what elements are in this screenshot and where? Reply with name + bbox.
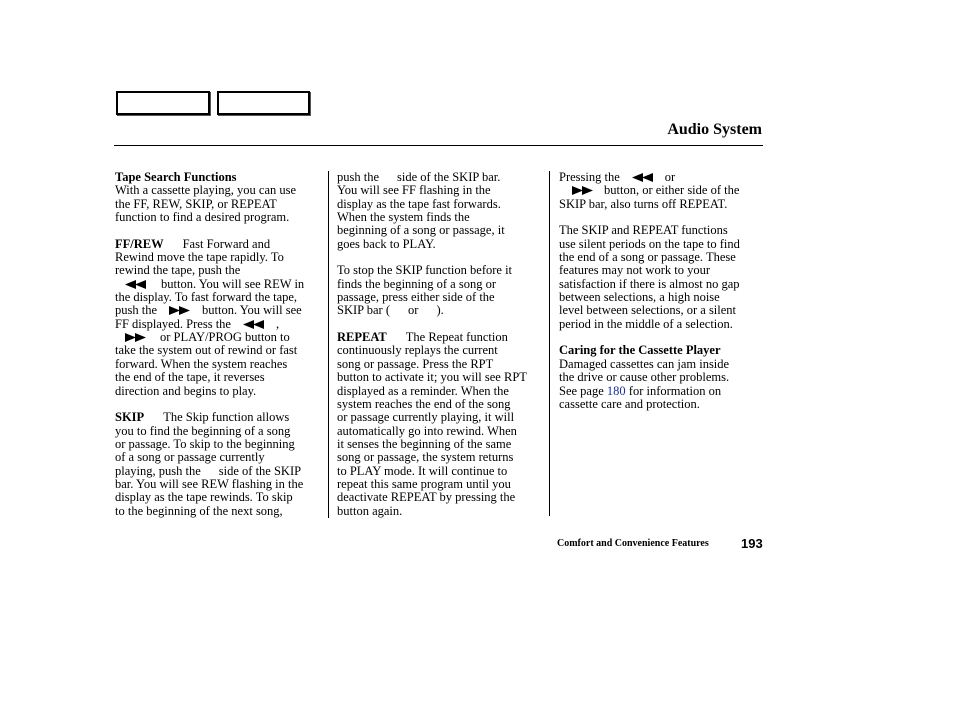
text-line: display as the tape fast forwards. (337, 196, 501, 211)
title-rule (114, 145, 763, 146)
text-line: function to find a desired program. (115, 210, 290, 225)
footer-section-title: Comfort and Convenience Features (557, 538, 709, 549)
text-line: FF/REW Fast Forward and (115, 236, 271, 251)
text-line: FF displayed. Press the , (115, 316, 280, 331)
text-line: display as the tape rewinds. To skip (115, 490, 293, 505)
text-line: or passage. To skip to the beginning (115, 436, 295, 451)
text-line: period in the middle of a selection. (559, 316, 733, 331)
text-line: take the system out of rewind or fast (115, 343, 298, 358)
text-line: song or passage. Press the RPT (337, 356, 494, 371)
text-line: forward. When the system reaches (115, 356, 288, 371)
ffrew-label: FF/REW (115, 236, 164, 251)
text-line: You will see FF flashing in the (337, 183, 491, 198)
text-line: direction and begins to play. (115, 383, 257, 398)
text-line: song or passage, the system returns (337, 450, 514, 465)
text-line: the end of the tape, it reverses (115, 370, 265, 385)
text-line: button again. (337, 503, 403, 518)
text-line: features may not work to your (559, 263, 711, 278)
fast-forward-icon (169, 306, 191, 315)
text-line: With a cassette playing, you can use (115, 183, 297, 198)
text-line: When the system finds the (337, 210, 470, 225)
column-3 (559, 171, 763, 411)
text-line: cassette care and protection. (559, 396, 700, 411)
text-line: system reaches the end of the song (337, 396, 511, 411)
text-line: push the button. You will see (115, 303, 302, 318)
page-number: 193 (741, 536, 763, 551)
tape-search-heading: Tape Search Functions (115, 170, 237, 184)
text-line: satisfaction if there is almost no gap (559, 276, 740, 291)
text-line: playing, push the side of the SKIP (115, 463, 302, 478)
text-line: passage, press either side of the (337, 290, 495, 305)
text-line: between selections, a high noise (559, 290, 720, 305)
page-title: Audio System (667, 121, 762, 138)
text-line: the display. To fast forward the tape, (115, 290, 298, 305)
text-line: you to find the beginning of a song (115, 423, 291, 438)
text-line: the end of a song or passage. These (559, 250, 736, 265)
text-line: finds the beginning of a song or (337, 276, 497, 291)
text-line: REPEAT The Repeat function (337, 330, 508, 345)
fast-forward-icon (125, 333, 147, 342)
column-divider-1 (328, 171, 329, 518)
text-line: The SKIP and REPEAT functions (559, 223, 728, 238)
text-line: it senses the beginning of the same (337, 436, 512, 451)
text-line: displayed as a reminder. When the (337, 383, 509, 398)
repeat-label: REPEAT (337, 330, 387, 345)
text-line: Pressing the or (559, 170, 676, 184)
text-line: continuously replays the current (337, 343, 498, 358)
column-2 (337, 171, 542, 518)
text-line: to the beginning of the next song, (115, 503, 283, 518)
text-line: SKIP bar ( or ). (337, 303, 444, 318)
text-line: button, or either side of the (559, 184, 763, 197)
text-line: To stop the SKIP function before it (337, 263, 513, 278)
text-line: or PLAY/PROG button to (115, 331, 323, 344)
text-line: beginning of a song or passage, it (337, 223, 505, 238)
fast-forward-icon (572, 186, 594, 195)
text-line: level between selections, or a silent (559, 303, 737, 318)
text-line: automatically go into rewind. When (337, 423, 517, 438)
text-line: deactivate REPEAT by pressing the (337, 490, 516, 505)
text-line: repeat this same program until you (337, 476, 511, 491)
caring-heading: Caring for the Cassette Player (559, 343, 721, 358)
text-line: Rewind move the tape rapidly. To (115, 250, 284, 265)
text-line: bar. You will see REW flashing in the (115, 476, 304, 491)
text-line: to PLAY mode. It will continue to (337, 463, 508, 478)
rewind-icon (125, 280, 147, 289)
text-line: Damaged cassettes can jam inside (559, 356, 730, 371)
text-line: or passage currently playing, it will (337, 410, 515, 425)
nav-button-next[interactable] (217, 91, 310, 115)
text-line: rewind the tape, push the (115, 263, 241, 278)
nav-button-previous[interactable] (116, 91, 210, 115)
text-line: SKIP The Skip function allows (115, 410, 290, 425)
text-line: See page 180 for information on (559, 383, 722, 398)
text-line: button to activate it; you will see RPT (337, 370, 527, 385)
text-line: button. You will see REW in (115, 278, 323, 291)
rewind-icon (632, 173, 654, 182)
skip-label: SKIP (115, 410, 145, 425)
text-line: goes back to PLAY. (337, 236, 436, 251)
text-line: the FF, REW, SKIP, or REPEAT (115, 196, 277, 211)
rewind-icon (243, 320, 265, 329)
text-line: of a song or passage currently (115, 450, 265, 465)
text-line: the drive or cause other problems. (559, 370, 730, 385)
page-180-link[interactable]: 180 (606, 383, 626, 398)
text-line: SKIP bar, also turns off REPEAT. (559, 196, 728, 211)
column-divider-2 (549, 171, 550, 516)
column-1 (115, 171, 323, 518)
text-line: use silent periods on the tape to find (559, 236, 740, 251)
text-line: push the side of the SKIP bar. (337, 170, 501, 184)
